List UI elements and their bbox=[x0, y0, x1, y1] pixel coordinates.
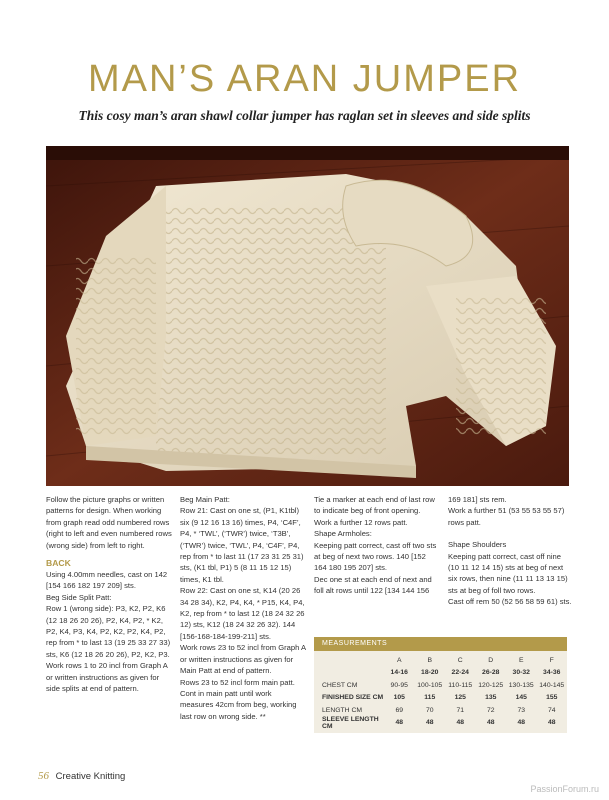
measurement-value: 48 bbox=[395, 719, 404, 727]
paragraph: Row 21: Cast on one st, (P1, K1tbl) six (9 12 16 13 16) times, P4, ‘C4F’, P4, * ‘TWL’, (‘TWR’) twice, ‘T3B’, (‘TWR’) twice, ‘TWL’, P4, ‘C4F’, P4, rep from * to last 11 (17 23 31 25 31) sts, (K1 tbl, P1) 5 (8 11 15 12 15) times, K1 tbl. bbox=[180, 506, 304, 584]
paragraph: Rows 23 to 52 incl form main patt. Cont in main patt until work measures 42cm from beg, working last row on wrong side. ** bbox=[180, 677, 297, 721]
paragraph: Beg Side Split Patt: bbox=[46, 592, 112, 602]
measurement-value: 135 bbox=[485, 694, 497, 702]
size-range: 34-36 bbox=[543, 669, 561, 677]
paragraph: Using 4.00mm needles, cast on 142 [154 166 182 197 209] sts. bbox=[46, 570, 168, 591]
measurement-value: 140-145 bbox=[539, 681, 565, 689]
column-4 bbox=[448, 494, 572, 608]
paragraph: Tie a marker at each end of last row to indicate beg of front opening. bbox=[314, 495, 435, 516]
measurement-value: 90-95 bbox=[390, 681, 408, 689]
size-range: 18-20 bbox=[421, 669, 439, 677]
size-range: 22-24 bbox=[451, 669, 469, 677]
page-subtitle: This cosy man’s aran shawl collar jumper has raglan set in sleeves and side splits bbox=[78, 108, 531, 123]
measurement-value: 48 bbox=[517, 719, 526, 727]
paragraph: Cast off rem 50 (52 56 58 59 61) sts. bbox=[448, 597, 572, 607]
paragraph: Keeping patt correct, cast off nine (10 11 12 14 15) sts at beg of next six rows, then nine (11 11 13 13 15) sts at beg of foll two rows. bbox=[448, 551, 568, 595]
size-letter: B bbox=[427, 656, 433, 664]
measurement-value: 130-135 bbox=[508, 681, 534, 689]
measurement-value: 72 bbox=[486, 706, 495, 714]
subheading: Shape Armholes: bbox=[314, 529, 372, 539]
measurement-value: 125 bbox=[454, 694, 466, 702]
measurement-row bbox=[314, 704, 567, 717]
size-letter: A bbox=[396, 656, 402, 664]
page-number: 56 bbox=[38, 770, 49, 782]
paragraph: Dec one st at each end of next and foll alt rows until 122 [134 144 156 bbox=[314, 574, 432, 596]
column-1 bbox=[46, 494, 172, 695]
measurement-row bbox=[314, 717, 567, 730]
measurement-label: FINISHED SIZE CM bbox=[322, 694, 384, 702]
size-letter: F bbox=[549, 656, 554, 664]
size-range: 30-32 bbox=[512, 669, 530, 677]
paragraph: Work a further 51 (53 55 53 55 57) rows patt. bbox=[448, 506, 565, 527]
measurement-value: 155 bbox=[546, 694, 558, 702]
magazine-name: Creative Knitting bbox=[55, 771, 126, 782]
measurement-label: SLEEVE LENGTH CM bbox=[322, 715, 379, 730]
measurement-value: 71 bbox=[456, 706, 465, 714]
measurement-value: 48 bbox=[425, 719, 434, 727]
measurement-value: 100-105 bbox=[417, 681, 443, 689]
subheading: Shape Shoulders bbox=[448, 540, 507, 550]
measurement-value: 120-125 bbox=[478, 681, 504, 689]
measurement-row bbox=[314, 692, 567, 705]
size-range: 14-16 bbox=[390, 669, 408, 677]
footer bbox=[38, 770, 125, 782]
size-letter: E bbox=[518, 656, 524, 664]
paragraph: Work rows 23 to 52 incl from Graph A or written instructions as given for Main Patt at end of pattern. bbox=[180, 643, 306, 676]
measurements-table bbox=[314, 637, 567, 733]
size-letter: D bbox=[488, 656, 494, 664]
paragraph: 169 181] sts rem. bbox=[448, 495, 507, 504]
paragraph: Row 1 (wrong side): P3, K2, P2, K6 (12 18 26 20 26), P2, K4, P2, * K2, P2, K4, P3, K4, P2, K2, P2, K4, P2, rep from * to last 13 (19 25 33 27 33) sts, K6 (12 18 26 20 26), P2, K2, P3. bbox=[46, 604, 171, 659]
intro-paragraph: Follow the picture graphs or written patterns for design. When working from graph read odd numbered rows (right to left and even numbered rows (wrong side) from left to right. bbox=[46, 495, 172, 550]
letters-row bbox=[314, 654, 567, 667]
paragraph: Work a further 12 rows patt. bbox=[314, 517, 408, 527]
measurement-label: CHEST CM bbox=[322, 681, 358, 689]
paragraph: Work rows 1 to 20 incl from Graph A or written instructions as given for side splits at end of pattern. bbox=[46, 661, 168, 694]
measurements-body bbox=[314, 651, 567, 733]
column-3 bbox=[314, 494, 440, 597]
sweater-photo bbox=[46, 146, 569, 486]
measurement-label: LENGTH CM bbox=[322, 706, 363, 714]
measurement-value: 70 bbox=[425, 706, 434, 714]
measurement-value: 110-115 bbox=[448, 681, 473, 689]
measurement-value: 74 bbox=[547, 706, 556, 714]
measurement-row bbox=[314, 679, 567, 692]
paragraph: Beg Main Patt: bbox=[180, 495, 230, 504]
measurement-value: 48 bbox=[486, 719, 495, 727]
size-letter: C bbox=[457, 656, 463, 664]
paragraph: Row 22: Cast on one st, K14 (20 26 34 28 34), K2, P4, K4, * P15, K4, P4, K2, rep from * to last 12 (18 24 32 26 12) sts, K12 (18 24 32 26 32). 144 [156-168-184-199-211] sts. bbox=[180, 586, 305, 641]
measurement-value: 69 bbox=[395, 706, 404, 714]
measurement-value: 48 bbox=[547, 719, 556, 727]
measurement-value: 145 bbox=[515, 694, 527, 702]
measurement-value: 48 bbox=[456, 719, 465, 727]
back-heading: BACK bbox=[46, 558, 71, 569]
measurements-title: MEASUREMENTS bbox=[314, 637, 567, 651]
measurement-value: 115 bbox=[424, 694, 436, 702]
photo-image bbox=[46, 146, 569, 486]
sizes-row bbox=[314, 667, 567, 680]
measurement-value: 73 bbox=[517, 706, 526, 714]
page-title: MAN’S ARAN JUMPER bbox=[87, 58, 522, 100]
paragraph: Keeping patt correct, cast off two sts at beg of next two rows. 140 [152 164 180 195 207] sts. bbox=[314, 540, 437, 573]
watermark: PassionForum.ru bbox=[530, 784, 599, 794]
measurement-value: 105 bbox=[393, 694, 405, 702]
column-2 bbox=[180, 494, 306, 722]
size-range: 26-28 bbox=[482, 669, 500, 677]
